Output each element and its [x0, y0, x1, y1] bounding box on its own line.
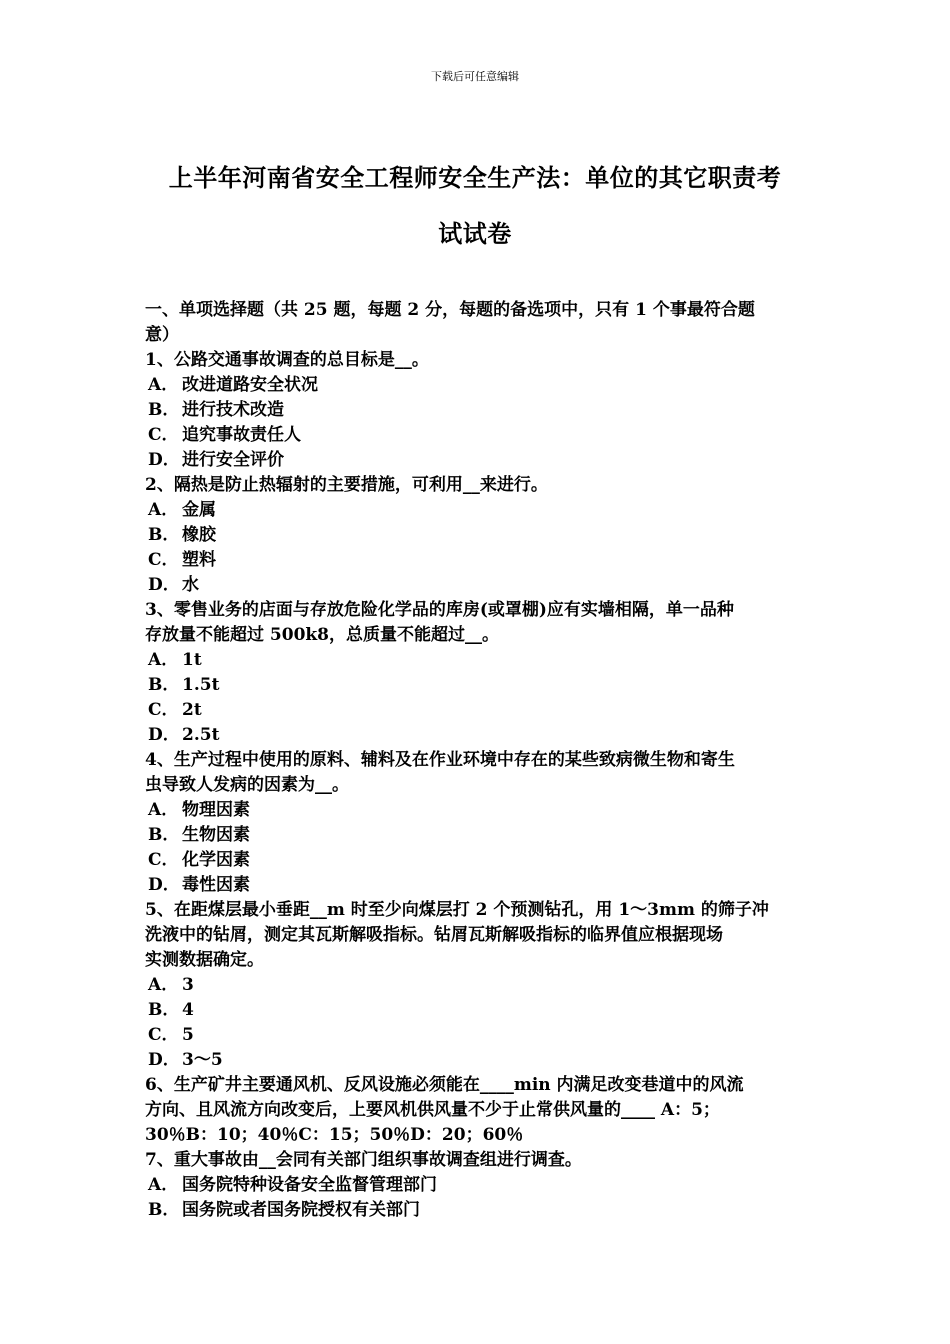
- answer-option: [145, 498, 809, 523]
- question-text: 3、零售业务的店面与存放危险化学品的库房(或罩棚)应有实墙相隔，单一品种: [145, 600, 734, 620]
- option-letter: B．: [148, 1200, 180, 1220]
- section-heading-line-1: 一、单项选择题（共 25 题，每题 2 分，每题的备选项中，只有 1 个事最符合题: [145, 300, 755, 320]
- option-text: 塑料: [182, 550, 216, 570]
- option-text: 2.5t: [182, 725, 220, 745]
- answer-option: [145, 698, 809, 723]
- answer-option: [145, 1048, 809, 1073]
- option-text: 进行安全评价: [182, 450, 284, 470]
- answer-option: [145, 973, 809, 998]
- question-text: 7、重大事故由__会同有关部门组织事故调查组进行调查。: [145, 1150, 582, 1170]
- document-title: [150, 150, 800, 262]
- option-text: 金属: [182, 500, 216, 520]
- title-line-2: 试试卷: [438, 219, 512, 248]
- question-text: 30％B：10；40％C：15；50％D：20；60％: [145, 1125, 524, 1145]
- question-block: [145, 473, 809, 598]
- question-text: 6、生产矿井主要通风机、反风设施必须能在____min 内满足改变巷道中的风流: [145, 1075, 744, 1095]
- option-text: 化学因素: [182, 850, 250, 870]
- question-text: 2、隔热是防止热辐射的主要措施，可利用__来进行。: [145, 475, 548, 495]
- answer-option: [145, 798, 809, 823]
- option-text: 生物因素: [182, 825, 250, 845]
- option-text: 水: [182, 575, 199, 595]
- question-block: [145, 748, 809, 898]
- answer-option: [145, 1198, 809, 1223]
- option-letter: D．: [148, 1050, 180, 1070]
- title-line-1: 上半年河南省安全工程师安全生产法：单位的其它职责考: [168, 163, 782, 192]
- question-text: 洗液中的钻屑，测定其瓦斯解吸指标。钻屑瓦斯解吸指标的临界值应根据现场: [145, 925, 723, 945]
- question-text: 存放量不能超过 500k8，总质量不能超过__。: [145, 625, 500, 645]
- option-letter: D．: [148, 875, 180, 895]
- answer-option: [145, 998, 809, 1023]
- option-letter: A．: [148, 800, 179, 820]
- question-block: [145, 1148, 809, 1223]
- answer-option: [145, 723, 809, 748]
- question-text: 方向、且风流方向改变后，上要风机供风量不少于止常供风量的____ A：5；: [145, 1100, 720, 1120]
- question-text: 虫导致人发病的因素为__。: [145, 775, 349, 795]
- option-text: 2t: [182, 700, 202, 720]
- option-text: 3～5: [182, 1050, 223, 1070]
- option-letter: B．: [148, 825, 180, 845]
- option-letter: C．: [148, 1025, 179, 1045]
- option-text: 橡胶: [182, 525, 216, 545]
- option-letter: C．: [148, 850, 179, 870]
- option-letter: C．: [148, 425, 179, 445]
- option-letter: D．: [148, 575, 180, 595]
- answer-option: [145, 673, 809, 698]
- answer-option: [145, 423, 809, 448]
- answer-option: [145, 823, 809, 848]
- option-letter: B．: [148, 525, 180, 545]
- option-text: 进行技术改造: [182, 400, 284, 420]
- question-block: [145, 598, 809, 748]
- answer-option: [145, 448, 809, 473]
- question-block: [145, 898, 809, 1073]
- option-letter: A．: [148, 375, 179, 395]
- option-letter: D．: [148, 725, 180, 745]
- option-letter: C．: [148, 700, 179, 720]
- question-text: 4、生产过程中使用的原料、辅料及在作业环境中存在的某些致病微生物和寄生: [145, 750, 735, 770]
- answer-option: [145, 523, 809, 548]
- question-text: 1、公路交通事故调查的总目标是__。: [145, 350, 429, 370]
- answer-option: [145, 1023, 809, 1048]
- question-text: 5、在距煤层最小垂距__m 时至少向煤层打 2 个预测钻孔，用 1～3mm 的筛子冲: [145, 900, 769, 920]
- option-text: 1t: [182, 650, 202, 670]
- option-letter: D．: [148, 450, 180, 470]
- answer-option: [145, 398, 809, 423]
- option-letter: A．: [148, 975, 179, 995]
- answer-option: [145, 548, 809, 573]
- option-text: 1.5t: [182, 675, 220, 695]
- option-letter: B．: [148, 1000, 180, 1020]
- option-text: 毒性因素: [182, 875, 250, 895]
- question-block: [145, 348, 809, 473]
- option-letter: B．: [148, 675, 180, 695]
- option-letter: A．: [148, 650, 179, 670]
- answer-option: [145, 573, 809, 598]
- answer-option: [145, 1173, 809, 1198]
- answer-option: [145, 848, 809, 873]
- header-note: 下载后可任意编辑: [431, 70, 519, 83]
- option-text: 物理因素: [182, 800, 250, 820]
- answer-option: [145, 373, 809, 398]
- option-letter: A．: [148, 1175, 179, 1195]
- answer-option: [145, 648, 809, 673]
- option-text: 国务院特种设备安全监督管理部门: [182, 1175, 437, 1195]
- option-text: 3: [182, 975, 194, 995]
- option-letter: A．: [148, 500, 179, 520]
- option-text: 国务院或者国务院授权有关部门: [182, 1200, 420, 1220]
- section-heading-line-2: 意）: [145, 325, 179, 345]
- question-text: 实测数据确定。: [145, 950, 264, 970]
- answer-option: [145, 873, 809, 898]
- question-list: [145, 298, 809, 1223]
- option-letter: C．: [148, 550, 179, 570]
- question-block: [145, 1073, 809, 1148]
- option-text: 改进道路安全状况: [182, 375, 318, 395]
- option-text: 5: [182, 1025, 194, 1045]
- option-letter: B．: [148, 400, 180, 420]
- option-text: 4: [182, 1000, 194, 1020]
- option-text: 追究事故责任人: [182, 425, 301, 445]
